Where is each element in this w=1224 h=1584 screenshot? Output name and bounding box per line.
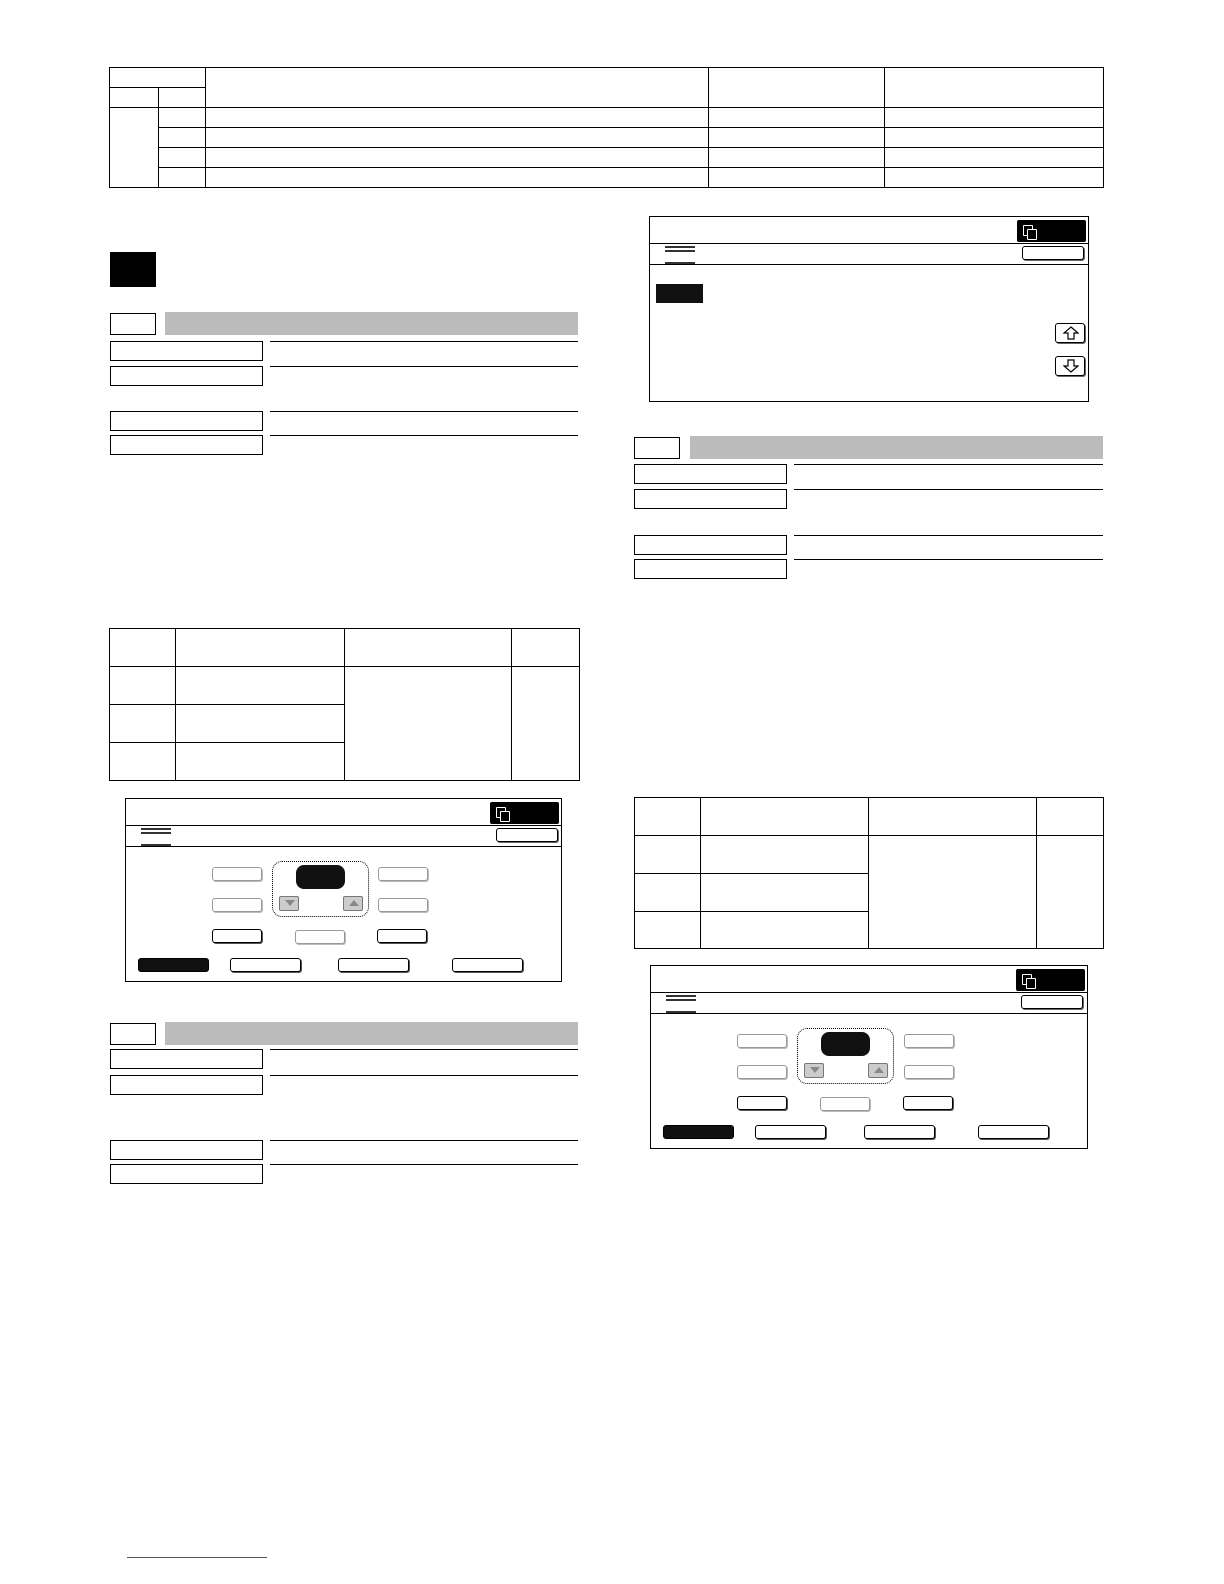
option-key[interactable] xyxy=(212,867,262,881)
adjust-screen-right xyxy=(650,965,1088,1149)
menu-lines-icon xyxy=(141,826,171,846)
option-key[interactable] xyxy=(378,898,428,912)
tab-key-selected[interactable] xyxy=(663,1125,734,1139)
item-title-bar xyxy=(690,436,1103,459)
tab-key[interactable] xyxy=(230,958,301,972)
param-header-cell xyxy=(512,629,580,667)
top-table-header-cell xyxy=(885,68,1104,108)
copy-badge xyxy=(1016,969,1085,991)
tab-key[interactable] xyxy=(338,958,409,972)
item-rule xyxy=(270,366,578,367)
option-key[interactable] xyxy=(737,1065,787,1079)
menu-lines-icon xyxy=(665,244,695,264)
selected-list-item[interactable] xyxy=(656,284,703,303)
item-rule xyxy=(270,1140,578,1141)
param-header-cell xyxy=(176,629,345,667)
table-cell xyxy=(159,148,206,168)
param-header-cell xyxy=(635,798,701,836)
top-table-header-cell xyxy=(110,88,159,108)
top-table-header-cell xyxy=(206,68,709,108)
param-merged-cell xyxy=(345,667,512,781)
table-cell xyxy=(159,168,206,188)
table-cell xyxy=(709,108,885,128)
table-cell xyxy=(885,148,1104,168)
item-rule xyxy=(270,1075,578,1076)
param-cell xyxy=(635,836,701,874)
option-key[interactable] xyxy=(377,929,427,943)
option-key[interactable] xyxy=(904,1065,954,1079)
copy-badge xyxy=(1017,220,1086,242)
table-cell xyxy=(206,168,709,188)
param-merged-cell xyxy=(1037,836,1104,949)
screen-sub-bar xyxy=(126,826,561,847)
param-header-cell xyxy=(345,629,512,667)
param-cell xyxy=(110,705,176,743)
param-header-cell xyxy=(110,629,176,667)
ok-button[interactable] xyxy=(1021,995,1083,1009)
top-table-header-cell xyxy=(110,68,206,88)
param-cell xyxy=(701,912,869,949)
scroll-up-button[interactable] xyxy=(1055,323,1085,343)
item-rule xyxy=(794,489,1103,490)
screen-sub-bar xyxy=(651,993,1087,1014)
item-rule xyxy=(270,1164,578,1165)
param-merged-cell xyxy=(512,667,580,781)
table-cell xyxy=(709,128,885,148)
decrease-arrow-icon[interactable] xyxy=(279,896,299,911)
section-heading-box xyxy=(110,252,156,287)
param-cell xyxy=(701,874,869,912)
top-table xyxy=(109,67,1104,188)
item-label-box xyxy=(110,1049,263,1069)
decrease-arrow-icon[interactable] xyxy=(804,1063,824,1078)
table-cell xyxy=(885,128,1104,148)
item-title-bar xyxy=(165,1022,578,1045)
item-label-box xyxy=(110,1140,263,1160)
arrow-down-icon xyxy=(1063,359,1079,373)
param-merged-cell xyxy=(869,836,1037,949)
table-cell xyxy=(885,108,1104,128)
tab-key[interactable] xyxy=(864,1125,935,1139)
option-key[interactable] xyxy=(904,1034,954,1048)
item-label-box xyxy=(634,535,787,555)
item-number-box xyxy=(634,437,680,459)
param-cell xyxy=(176,667,345,705)
item-rule xyxy=(270,341,578,342)
table-cell xyxy=(159,108,206,128)
item-label-box xyxy=(110,435,263,455)
table-cell xyxy=(709,168,885,188)
menu-lines-icon xyxy=(666,993,696,1013)
item-label-box xyxy=(110,1164,263,1184)
param-cell xyxy=(176,705,345,743)
item-label-box xyxy=(110,366,263,386)
table-cell xyxy=(206,128,709,148)
arrow-up-icon xyxy=(1063,326,1079,340)
item-label-box xyxy=(634,464,787,484)
screen-title-bar xyxy=(651,966,1087,993)
item-number-box xyxy=(110,313,156,335)
item-rule xyxy=(794,535,1103,536)
param-table xyxy=(109,628,580,781)
copy-icon xyxy=(496,807,508,820)
item-rule xyxy=(270,435,578,436)
scroll-down-button[interactable] xyxy=(1055,356,1085,376)
copy-icon xyxy=(1022,974,1034,987)
option-key[interactable] xyxy=(295,930,345,944)
item-label-box xyxy=(634,559,787,579)
item-title-bar xyxy=(165,312,578,335)
screen-sub-bar xyxy=(650,244,1088,265)
param-cell xyxy=(635,874,701,912)
value-display-key[interactable] xyxy=(296,865,345,889)
table-cell xyxy=(885,168,1104,188)
increase-arrow-icon[interactable] xyxy=(868,1063,888,1078)
copy-badge xyxy=(490,802,559,824)
param-cell xyxy=(110,743,176,781)
value-display-key[interactable] xyxy=(821,1032,870,1056)
param-cell xyxy=(701,836,869,874)
table-cell xyxy=(709,148,885,168)
ok-button[interactable] xyxy=(1022,246,1084,260)
tab-key-selected[interactable] xyxy=(138,958,209,972)
param-header-cell xyxy=(701,798,869,836)
param-cell xyxy=(635,912,701,949)
item-label-box xyxy=(110,341,263,361)
item-rule xyxy=(270,1049,578,1050)
item-rule xyxy=(270,411,578,412)
adjust-screen-left xyxy=(125,798,562,982)
item-label-box xyxy=(110,1075,263,1095)
table-cell xyxy=(159,128,206,148)
item-rule xyxy=(794,464,1103,465)
top-table-header-cell xyxy=(159,88,206,108)
item-rule xyxy=(794,559,1103,560)
screen-title-bar xyxy=(126,799,561,826)
item-label-box xyxy=(110,411,263,431)
option-key[interactable] xyxy=(212,898,262,912)
increase-arrow-icon[interactable] xyxy=(343,896,363,911)
tab-key[interactable] xyxy=(755,1125,826,1139)
param-cell xyxy=(110,667,176,705)
tab-key[interactable] xyxy=(978,1125,1049,1139)
option-key[interactable] xyxy=(378,867,428,881)
param-header-cell xyxy=(869,798,1037,836)
tab-key[interactable] xyxy=(452,958,523,972)
table-cell xyxy=(206,108,709,128)
param-cell xyxy=(176,743,345,781)
ok-button[interactable] xyxy=(496,828,558,842)
option-key[interactable] xyxy=(737,1034,787,1048)
item-number-box xyxy=(110,1023,156,1045)
table-cell xyxy=(206,148,709,168)
footer-link[interactable] xyxy=(127,1557,267,1558)
simulation-list-screen xyxy=(649,216,1089,402)
param-table xyxy=(634,797,1104,949)
item-label-box xyxy=(634,489,787,509)
param-header-cell xyxy=(1037,798,1104,836)
top-table-group-cell xyxy=(110,108,159,188)
option-key[interactable] xyxy=(903,1096,953,1110)
option-key[interactable] xyxy=(820,1097,870,1111)
copy-icon xyxy=(1023,225,1035,238)
top-table-header-cell xyxy=(709,68,885,108)
screen-title-bar xyxy=(650,217,1088,244)
option-key[interactable] xyxy=(212,929,262,943)
option-key[interactable] xyxy=(737,1096,787,1110)
